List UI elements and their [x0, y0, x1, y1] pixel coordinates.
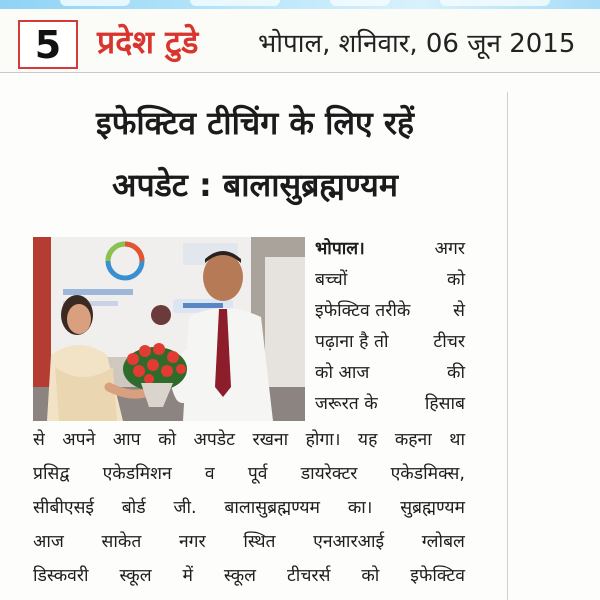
article-word: एकेडमिक्स, [390, 464, 465, 484]
article-word: से [33, 430, 45, 450]
article-word: अपने [62, 430, 96, 450]
article-word: एनआरआई [313, 532, 385, 552]
article-word: होगा। [305, 430, 341, 450]
article-word: स्कूल [119, 566, 152, 586]
headline-line-2: अपडेट : बालासुब्रह्मण्यम [112, 166, 398, 204]
photo-illustration [33, 237, 305, 421]
article-word: आज [33, 532, 64, 552]
page-number: 5 [18, 20, 78, 69]
article-line: को आज की [315, 363, 465, 383]
masthead-divider [0, 72, 600, 73]
article-line: बच्चों को [315, 270, 465, 290]
article-line: जरूरत के हिसाब [315, 394, 465, 414]
article-word: डिस्कवरी [33, 566, 89, 586]
article-word: सीबीएसई [33, 498, 94, 518]
article-word: में [182, 566, 193, 586]
article-line [33, 562, 465, 591]
article-word: स्थित [243, 532, 276, 552]
article-word: बोर्ड [121, 498, 146, 518]
newspaper-brand: प्रदेश टुडे [97, 23, 199, 61]
article-line: पढ़ाना है तो टीचर [315, 332, 465, 352]
article-word: प्रसिद्व [33, 464, 70, 484]
article-word: नगर [178, 532, 206, 552]
article-word: रखना [252, 430, 289, 450]
news-photo [33, 237, 305, 421]
article-word: बालासुब्रह्मण्यम [224, 498, 321, 518]
article-word: सुब्रह्मण्यम [400, 498, 465, 518]
article-line [33, 528, 465, 557]
article-word: कहना [394, 430, 432, 450]
article-word: का। [347, 498, 373, 518]
article-line: इफेक्टिव तरीके से [315, 301, 465, 321]
article-word: स्कूल [223, 566, 257, 586]
article-word: था [449, 430, 465, 450]
article-word: को [158, 430, 177, 450]
article-word: व [204, 464, 215, 484]
article-word: आप [112, 430, 141, 450]
article-line [33, 426, 465, 455]
article-word: पूर्व [247, 464, 268, 484]
column-divider [507, 92, 508, 600]
article-word: एकेडमिशन [102, 464, 172, 484]
article-word: टीचरर्स [286, 566, 331, 586]
article-word: अपडेट [193, 430, 235, 450]
article-word: को [361, 566, 380, 586]
article-word: यह [357, 430, 378, 450]
top-color-strip [0, 0, 600, 9]
article-word: जी. [173, 498, 197, 518]
article-line [33, 494, 465, 523]
article-word: इफेक्टिव [410, 566, 465, 586]
article-word: डायरेक्टर [300, 464, 358, 484]
headline-line-1: इफेक्टिव टीचिंग के लिए रहें [96, 104, 414, 142]
dateline: भोपाल, शनिवार, 06 जून 2015 [258, 29, 576, 59]
article-line [33, 460, 465, 489]
masthead [0, 9, 600, 72]
article-line: भोपाल। अगर [315, 239, 465, 259]
article-word: ग्लोबल [421, 532, 465, 552]
article-word: साकेत [101, 532, 142, 552]
